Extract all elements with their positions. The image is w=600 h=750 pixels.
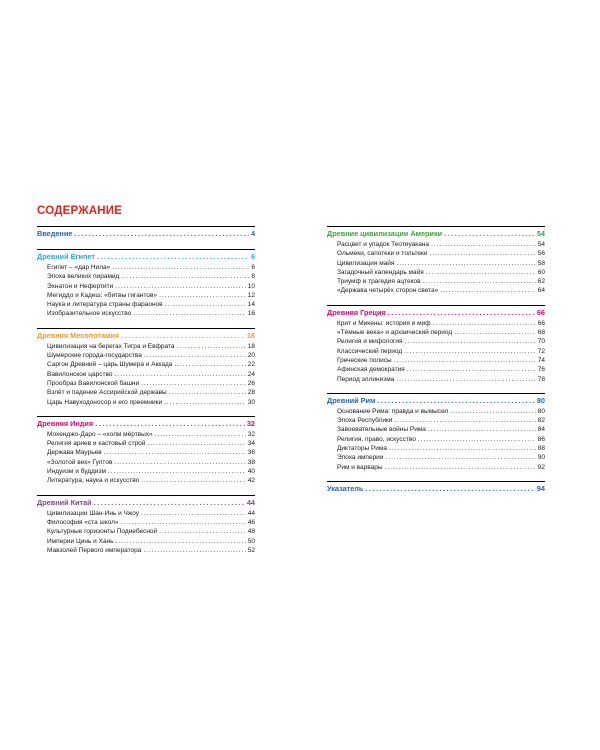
dot-leader [97,251,249,262]
toc-entry[interactable] [37,370,255,379]
toc-right-column [327,226,545,495]
toc-entry-page-number: 46 [247,518,255,526]
toc-entry-page-number: 38 [247,458,255,466]
toc-entry[interactable] [327,416,545,425]
dot-leader [141,476,246,485]
dot-leader [74,228,249,239]
toc-entry[interactable] [327,375,545,384]
dot-leader [394,356,536,365]
toc-entry-label: Взлёт и падение Ассирийской державы [47,389,167,397]
toc-left-column [37,226,255,555]
toc-entry-page-number: 58 [537,259,545,267]
toc-entry-page-number: 28 [247,389,255,397]
section-heading[interactable] [37,228,255,239]
dot-leader [176,342,245,351]
section-heading-label: Указатель [327,483,364,493]
toc-section [327,481,545,494]
toc-entry-label: Эхнатон и Нефертити [47,282,114,290]
toc-entry-label: Царь Навуходоносор и его преемники [47,398,163,406]
dot-leader [114,458,245,467]
toc-entry[interactable] [37,537,255,546]
toc-entry[interactable] [327,444,545,453]
section-heading-label: Древний Рим [327,395,376,405]
dot-leader [405,337,536,346]
toc-entry[interactable] [37,518,255,527]
toc-entry[interactable] [327,463,545,472]
section-heading[interactable] [37,418,255,429]
toc-entry-page-number: 30 [247,398,255,406]
toc-entry[interactable] [37,300,255,309]
toc-entry[interactable] [327,319,545,328]
toc-entry[interactable] [327,453,545,462]
section-heading-label: Древняя Греция [327,307,386,317]
dot-leader [365,483,534,494]
toc-entry-label: Религия и мифология [337,338,403,346]
toc-entry-page-number: 32 [247,430,255,438]
toc-entry-label: Империи Цинь и Хань [47,537,114,545]
toc-entry[interactable] [37,379,255,388]
section-heading-page-number: 18 [246,330,255,340]
toc-entry[interactable] [37,448,255,457]
dot-leader [115,282,245,291]
dot-leader [433,319,536,328]
section-spacer [327,296,545,305]
toc-section [37,495,255,555]
dot-leader [385,453,535,462]
toc-entry-page-number: 78 [537,375,545,383]
dot-leader [377,395,535,406]
toc-entry[interactable] [37,527,255,536]
dot-leader [116,537,246,546]
toc-entry[interactable] [327,365,545,374]
toc-entry[interactable] [37,546,255,555]
toc-entry-page-number: 92 [537,463,545,471]
section-heading[interactable] [327,307,545,318]
toc-entry-page-number: 82 [537,417,545,425]
toc-entry[interactable] [327,347,545,356]
section-spacer [327,384,545,393]
toc-entry-page-number: 84 [537,426,545,434]
section-heading-page-number: 44 [246,497,255,507]
toc-section [37,226,255,239]
dot-leader [396,375,535,384]
toc-entry-page-number: 86 [537,435,545,443]
dot-leader [428,425,536,434]
section-heading[interactable] [37,330,255,341]
toc-entry[interactable] [327,277,545,286]
toc-entry[interactable] [37,430,255,439]
toc-entry[interactable] [37,509,255,518]
section-heading-page-number: 4 [250,229,255,238]
section-heading-label: Древняя Индия [37,418,94,428]
toc-entry[interactable] [327,328,545,337]
dot-leader [444,228,535,239]
dot-leader [133,309,246,318]
section-heading[interactable] [37,497,255,508]
toc-section [37,416,255,486]
dot-leader [144,351,246,360]
toc-entry[interactable] [37,263,255,272]
toc-entry[interactable] [327,435,545,444]
toc-entry-page-number: 18 [247,342,255,350]
dot-leader [143,546,245,555]
section-spacer [327,472,545,481]
dot-leader [141,379,246,388]
toc-entry[interactable] [37,291,255,300]
toc-entry-page-number: 80 [537,407,545,415]
toc-entry[interactable] [37,388,255,397]
section-spacer [37,407,255,416]
toc-entry-label: Загадочный календарь майя [337,268,424,276]
toc-entry-label: Ольмеки, сапотеки и тольтеки [337,250,428,258]
dot-leader [396,259,535,268]
toc-entry-page-number: 14 [247,301,255,309]
toc-entry-label: Культурные горизонты Поднебесной [47,528,158,536]
section-heading-page-number: 80 [536,395,545,405]
dot-leader [95,418,245,429]
toc-entry[interactable] [37,360,255,369]
toc-entry[interactable] [327,407,545,416]
dot-leader [418,435,536,444]
section-heading-label: Древний Египет [37,252,95,261]
toc-entry-label: Эпоха великих пирамид [47,273,120,281]
section-heading[interactable] [37,251,255,262]
dot-leader [431,240,536,249]
toc-entry-label: «Золотой век» Гуптов [47,458,113,466]
toc-entry-label: Саргон Древний – царь Шумера и Аккада [47,361,173,369]
section-spacer [37,240,255,249]
toc-entry-page-number: 34 [247,440,255,448]
dot-leader [454,328,536,337]
dot-leader [429,249,535,258]
toc-entry-label: Цивилизации Шан-Инь и Чжоу [47,509,140,517]
toc-entry-label: Религия, право, искусство [337,435,416,443]
section-spacer [37,486,255,495]
toc-entry-label: Крит и Микены: история и миф [337,319,431,327]
toc-entry-page-number: 64 [537,287,545,295]
toc-entry-page-number: 66 [537,319,545,327]
toc-entry-page-number: 48 [247,528,255,536]
toc-entry-label: Диктаторы Рима [337,445,387,453]
toc-entry-label: «Держава четырёх сторон света» [337,287,439,295]
toc-entry-page-number: 62 [537,278,545,286]
toc-entry-page-number: 12 [247,291,255,299]
dot-leader [164,398,246,407]
toc-entry-page-number: 50 [247,537,255,545]
dot-leader [108,467,246,476]
toc-entry-label: Эпоха Республики [337,417,393,425]
dot-leader [423,277,536,286]
toc-entry[interactable] [37,282,255,291]
dot-leader [121,272,249,281]
toc-entry[interactable] [327,240,545,249]
toc-entry-label: Расцвет и упадок Теотиуакана [337,241,430,248]
section-heading-page-number: 66 [536,307,545,317]
dot-leader [169,388,246,397]
toc-entry-page-number: 54 [537,241,545,248]
toc-entry[interactable] [37,272,255,281]
toc-entry-page-number: 90 [537,454,545,462]
toc-entry-page-number: 68 [537,329,545,337]
page-title: СОДЕРЖАНИЕ [37,205,123,217]
toc-entry-label: Мегиддо и Кадеш: «битвы гигантов» [47,291,158,299]
toc-entry[interactable] [327,286,545,295]
toc-entry-label: Индуизм и буддизм [47,468,106,476]
section-heading-page-number: 54 [536,229,545,238]
toc-entry-label: Основание Рима: правда и вымысел [337,407,449,415]
section-heading[interactable] [327,483,545,494]
toc-entry-label: Философия «ста школ» [47,518,119,526]
toc-entry-label: Вавилонское царство [47,370,113,378]
toc-entry-page-number: 40 [247,468,255,476]
dot-leader [104,448,246,457]
toc-entry-page-number: 24 [247,370,255,378]
dot-leader [407,365,536,374]
toc-entry[interactable] [327,259,545,268]
toc-entry-page-number: 20 [247,352,255,360]
dot-leader [450,407,535,416]
toc-entry-label: Держава Маурьев [47,449,102,457]
toc-entry-label: Рим и варвары [337,463,383,471]
dot-leader [426,268,536,277]
dot-leader [159,527,246,536]
dot-leader [404,347,536,356]
toc-entry-page-number: 60 [537,268,545,276]
dot-leader [388,307,535,318]
section-heading[interactable] [327,395,545,406]
section-heading[interactable] [327,228,545,239]
toc-entry[interactable] [327,337,545,346]
toc-section [327,226,545,296]
dot-leader [155,430,246,439]
dot-leader [141,509,246,518]
dot-leader [174,360,245,369]
toc-entry-label: Афинская демократия [337,366,405,374]
section-spacer [37,319,255,328]
toc-section [37,328,255,407]
toc-entry-page-number: 26 [247,379,255,387]
toc-entry[interactable] [327,425,545,434]
dot-leader [440,286,535,295]
toc-entry[interactable] [37,476,255,485]
toc-entry-page-number: 10 [247,282,255,290]
toc-entry-label: Изобразительное искусство [47,310,132,318]
toc-entry-page-number: 56 [537,250,545,258]
toc-entry-page-number: 74 [537,356,545,364]
toc-entry-page-number: 36 [247,449,255,457]
dot-leader [385,463,536,472]
toc-entry-label: Период эллинизма [337,375,395,383]
section-heading-label: Древние цивилизации Америки [327,229,443,238]
toc-entry-page-number: 22 [247,361,255,369]
dot-leader [147,439,245,448]
toc-entry-page-number: 6 [251,264,255,271]
toc-entry[interactable] [327,356,545,365]
section-heading-label: Древняя Месопотамия [37,330,120,340]
dot-leader [159,291,246,300]
toc-entry-label: Мохенджо-Даро – «холм мёртвых» [47,430,153,438]
toc-entry-page-number: 88 [537,445,545,453]
section-heading-label: Введение [37,229,73,238]
toc-entry-page-number: 8 [251,273,255,281]
toc-entry-page-number: 42 [247,477,255,485]
toc-entry[interactable] [327,268,545,277]
toc-entry[interactable] [37,439,255,448]
toc-entry-label: Завоевательные войны Рима [337,426,426,434]
dot-leader [94,497,245,508]
toc-entry-label: Триумф и трагедия ацтеков [337,278,421,286]
toc-entry[interactable] [37,467,255,476]
dot-leader [121,330,245,341]
toc-entry-page-number: 16 [247,310,255,318]
toc-entry-label: Классический период [337,347,403,355]
toc-entry[interactable] [327,249,545,258]
toc-entry[interactable] [37,398,255,407]
toc-entry-page-number: 70 [537,338,545,346]
toc-entry[interactable] [37,351,255,360]
toc-entry-label: Цивилизация майя [337,259,395,267]
dot-leader [114,370,245,379]
dot-leader [121,518,246,527]
toc-entry[interactable] [37,342,255,351]
section-heading-page-number: 94 [536,483,545,493]
dot-leader [165,300,246,309]
toc-entry-label: Эпоха империи [337,454,384,462]
dot-leader [394,416,535,425]
toc-entry-label: Религия ариев и кастовый строй [47,440,146,448]
toc-entry-label: Шумерские города-государства [47,352,142,360]
toc-section [37,249,255,319]
toc-entry[interactable] [37,458,255,467]
section-heading-label: Древний Китай [37,497,92,507]
section-heading-page-number: 6 [250,252,255,261]
toc-entry-page-number: 76 [537,366,545,374]
dot-leader [112,263,249,272]
toc-entry-label: Цивилизация на берегах Тигра и Евфрата [47,342,175,350]
toc-entry-label: Мавзолей Первого императора [47,546,142,554]
toc-entry-page-number: 52 [247,546,255,554]
toc-entry-page-number: 44 [247,509,255,517]
toc-section [327,305,545,384]
toc-section [327,393,545,472]
toc-entry[interactable] [37,309,255,318]
toc-entry-label: Прообраз Вавилонской башни [47,379,140,387]
section-heading-page-number: 32 [246,418,255,428]
toc-entry-page-number: 72 [537,347,545,355]
toc-entry-label: «Тёмные века» и архаический период [337,329,453,337]
toc-entry-label: Греческие полисы [337,356,392,364]
toc-entry-label: Египет – «дар Нила» [47,264,111,271]
dot-leader [389,444,536,453]
toc-entry-label: Наука и литература страны фараонов [47,301,163,309]
toc-entry-label: Литература, наука и искусство [47,477,140,485]
